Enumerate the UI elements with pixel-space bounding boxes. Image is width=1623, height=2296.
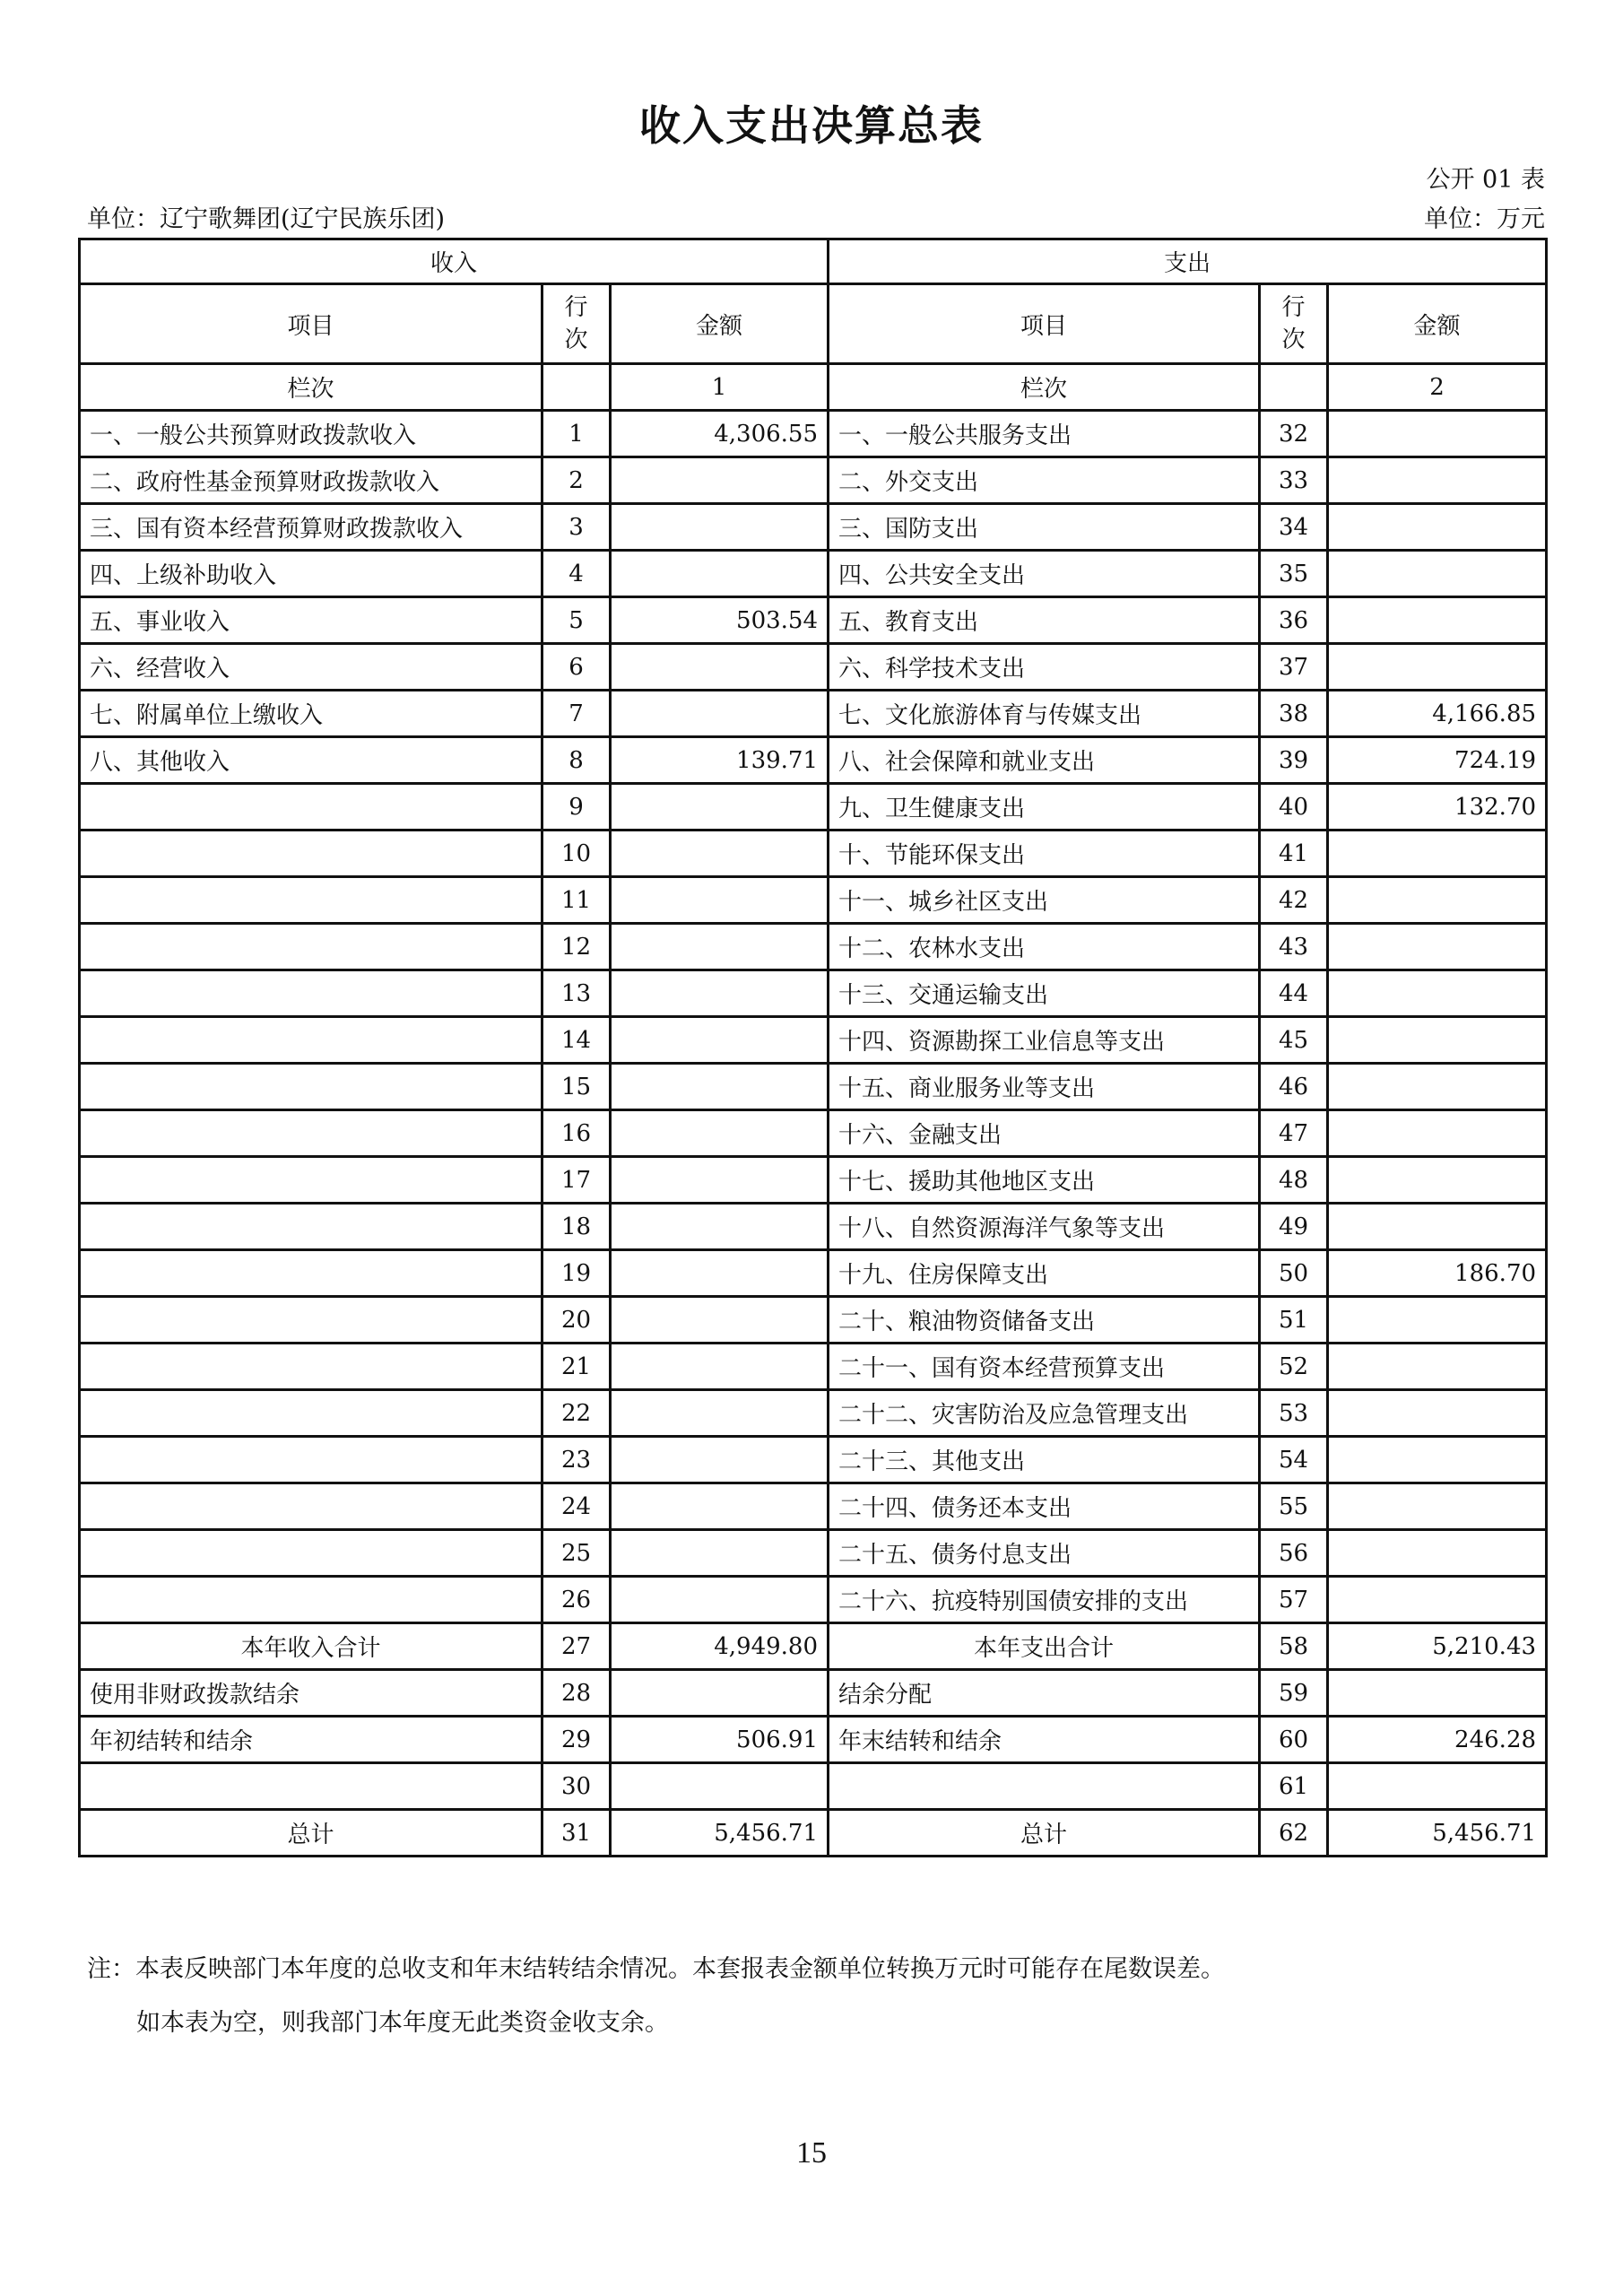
income-item xyxy=(80,1530,542,1577)
expense-item: 十三、交通运输支出 xyxy=(829,970,1260,1017)
income-row-no: 10 xyxy=(542,831,611,877)
expense-amount xyxy=(1328,1017,1547,1064)
table-row xyxy=(80,691,1547,737)
expense-row-no: 50 xyxy=(1260,1250,1328,1297)
expense-row-no: 48 xyxy=(1260,1157,1328,1204)
table-row xyxy=(80,1577,1547,1623)
income-column-blank xyxy=(542,364,611,411)
expense-item: 二十一、国有资本经营预算支出 xyxy=(829,1344,1260,1390)
income-row-no: 24 xyxy=(542,1483,611,1530)
expense-item: 十七、援助其他地区支出 xyxy=(829,1157,1260,1204)
income-amount xyxy=(611,1763,829,1810)
expense-amount xyxy=(1328,1064,1547,1110)
income-item xyxy=(80,970,542,1017)
income-row-no: 26 xyxy=(542,1577,611,1623)
expense-row-no: 44 xyxy=(1260,970,1328,1017)
expense-row-no: 46 xyxy=(1260,1064,1328,1110)
income-summary-item: 本年收入合计 xyxy=(80,1623,542,1670)
expense-amount xyxy=(1328,1483,1547,1530)
expense-amount xyxy=(1328,1344,1547,1390)
expense-amount xyxy=(1328,831,1547,877)
income-amount xyxy=(611,1157,829,1204)
form-number: 公开 01 表 xyxy=(1426,166,1545,194)
income-summary-item: 使用非财政拨款结余 xyxy=(80,1670,542,1717)
income-row-no: 27 xyxy=(542,1623,611,1670)
expense-amount: 4,166.85 xyxy=(1328,691,1547,737)
income-row-no: 9 xyxy=(542,784,611,831)
income-column-label: 栏次 xyxy=(80,364,542,411)
expense-item: 二十四、债务还本支出 xyxy=(829,1483,1260,1530)
expense-amount xyxy=(1328,457,1547,504)
table-row xyxy=(80,1390,1547,1437)
expense-row-no: 62 xyxy=(1260,1810,1328,1857)
page-number: 15 xyxy=(796,2136,827,2170)
expense-summary-item: 年末结转和结余 xyxy=(829,1717,1260,1763)
income-row-no: 23 xyxy=(542,1437,611,1483)
expense-item: 二十五、债务付息支出 xyxy=(829,1530,1260,1577)
income-amount: 4,949.80 xyxy=(611,1623,829,1670)
expense-amount xyxy=(1328,1763,1547,1810)
income-amount xyxy=(611,1344,829,1390)
income-row-no: 13 xyxy=(542,970,611,1017)
expense-amount xyxy=(1328,411,1547,457)
expense-item: 二十三、其他支出 xyxy=(829,1437,1260,1483)
table-row xyxy=(80,1250,1547,1297)
income-row-no: 3 xyxy=(542,504,611,551)
income-item: 八、其他收入 xyxy=(80,737,542,784)
income-item: 二、政府性基金预算财政拨款收入 xyxy=(80,457,542,504)
income-amount xyxy=(611,1437,829,1483)
expense-row-no: 40 xyxy=(1260,784,1328,831)
header-row-columns xyxy=(80,284,1547,364)
expense-row-no: 35 xyxy=(1260,551,1328,597)
expense-row-no: 42 xyxy=(1260,877,1328,924)
income-item: 五、事业收入 xyxy=(80,597,542,644)
row-no-char-2: 次 xyxy=(1281,326,1306,353)
income-row-no: 15 xyxy=(542,1064,611,1110)
expense-row-no: 60 xyxy=(1260,1717,1328,1763)
expense-item: 十六、金融支出 xyxy=(829,1110,1260,1157)
income-item xyxy=(80,1344,542,1390)
expense-row-no: 33 xyxy=(1260,457,1328,504)
expense-amount xyxy=(1328,1297,1547,1344)
income-item: 四、上级补助收入 xyxy=(80,551,542,597)
expense-row-no: 54 xyxy=(1260,1437,1328,1483)
expense-row-no: 34 xyxy=(1260,504,1328,551)
expense-row-no: 32 xyxy=(1260,411,1328,457)
table-row xyxy=(80,1483,1547,1530)
expense-summary-item: 结余分配 xyxy=(829,1670,1260,1717)
expense-item: 十八、自然资源海洋气象等支出 xyxy=(829,1204,1260,1250)
row-no-char-2: 次 xyxy=(564,326,588,353)
expense-amount: 5,456.71 xyxy=(1328,1810,1547,1857)
income-amount xyxy=(611,877,829,924)
income-column-number: 1 xyxy=(611,364,829,411)
expense-row-no-header xyxy=(1260,284,1328,364)
income-summary-item: 年初结转和结余 xyxy=(80,1717,542,1763)
income-row-no: 16 xyxy=(542,1110,611,1157)
expense-item: 二、外交支出 xyxy=(829,457,1260,504)
table-row xyxy=(80,1204,1547,1250)
expense-amount: 186.70 xyxy=(1328,1250,1547,1297)
expense-row-no: 59 xyxy=(1260,1670,1328,1717)
expense-amount: 724.19 xyxy=(1328,737,1547,784)
income-item xyxy=(80,1390,542,1437)
table-row xyxy=(80,1157,1547,1204)
income-row-no: 18 xyxy=(542,1204,611,1250)
expense-item: 十二、农林水支出 xyxy=(829,924,1260,970)
income-amount xyxy=(611,784,829,831)
table-row xyxy=(80,784,1547,831)
income-item xyxy=(80,831,542,877)
expense-row-no: 53 xyxy=(1260,1390,1328,1437)
income-amount xyxy=(611,1017,829,1064)
expense-item: 七、文化旅游体育与传媒支出 xyxy=(829,691,1260,737)
expense-row-no: 57 xyxy=(1260,1577,1328,1623)
expense-amount xyxy=(1328,644,1547,691)
income-item: 一、一般公共预算财政拨款收入 xyxy=(80,411,542,457)
expense-row-no: 51 xyxy=(1260,1297,1328,1344)
income-item xyxy=(80,1064,542,1110)
income-amount xyxy=(611,1670,829,1717)
income-amount xyxy=(611,1250,829,1297)
income-amount: 503.54 xyxy=(611,597,829,644)
income-amount xyxy=(611,970,829,1017)
expense-amount xyxy=(1328,1437,1547,1483)
expense-amount: 5,210.43 xyxy=(1328,1623,1547,1670)
table-row xyxy=(80,411,1547,457)
expense-section-header: 支出 xyxy=(829,239,1547,284)
expense-amount xyxy=(1328,1530,1547,1577)
income-row-no-header xyxy=(542,284,611,364)
expense-item: 十一、城乡社区支出 xyxy=(829,877,1260,924)
income-item xyxy=(80,784,542,831)
expense-amount xyxy=(1328,877,1547,924)
income-item xyxy=(80,1110,542,1157)
summary-row xyxy=(80,1810,1547,1857)
income-amount xyxy=(611,1110,829,1157)
expense-row-no: 38 xyxy=(1260,691,1328,737)
table-row xyxy=(80,1064,1547,1110)
table-row xyxy=(80,1297,1547,1344)
summary-row xyxy=(80,1717,1547,1763)
income-amount: 506.91 xyxy=(611,1717,829,1763)
income-item xyxy=(80,1017,542,1064)
expense-item: 十、节能环保支出 xyxy=(829,831,1260,877)
income-amount-header: 金额 xyxy=(611,284,829,364)
income-item xyxy=(80,1437,542,1483)
expense-item: 三、国防支出 xyxy=(829,504,1260,551)
table-row xyxy=(80,1530,1547,1577)
expense-item: 一、一般公共服务支出 xyxy=(829,411,1260,457)
income-row-no: 4 xyxy=(542,551,611,597)
expense-row-no: 43 xyxy=(1260,924,1328,970)
expense-amount xyxy=(1328,551,1547,597)
income-amount xyxy=(611,691,829,737)
expense-amount xyxy=(1328,1204,1547,1250)
unit-name: 单位：辽宁歌舞团(辽宁民族乐团) xyxy=(87,205,446,233)
expense-amount xyxy=(1328,1390,1547,1437)
income-amount xyxy=(611,924,829,970)
expense-item: 二十二、灾害防治及应急管理支出 xyxy=(829,1390,1260,1437)
expense-item: 十四、资源勘探工业信息等支出 xyxy=(829,1017,1260,1064)
expense-row-no: 58 xyxy=(1260,1623,1328,1670)
expense-amount xyxy=(1328,1157,1547,1204)
income-amount xyxy=(611,504,829,551)
expense-row-no: 56 xyxy=(1260,1530,1328,1577)
income-expense-table xyxy=(78,238,1548,1857)
header-row-sections xyxy=(80,239,1547,284)
income-row-no: 8 xyxy=(542,737,611,784)
expense-row-no: 45 xyxy=(1260,1017,1328,1064)
table-row xyxy=(80,831,1547,877)
income-amount: 139.71 xyxy=(611,737,829,784)
income-row-no: 7 xyxy=(542,691,611,737)
table-row xyxy=(80,597,1547,644)
income-row-no: 2 xyxy=(542,457,611,504)
expense-item: 六、科学技术支出 xyxy=(829,644,1260,691)
expense-row-no: 39 xyxy=(1260,737,1328,784)
expense-item: 八、社会保障和就业支出 xyxy=(829,737,1260,784)
expense-amount-header: 金额 xyxy=(1328,284,1547,364)
income-row-no: 29 xyxy=(542,1717,611,1763)
table-row xyxy=(80,457,1547,504)
expense-amount xyxy=(1328,1110,1547,1157)
expense-row-no: 47 xyxy=(1260,1110,1328,1157)
income-amount xyxy=(611,551,829,597)
page-title: 收入支出决算总表 xyxy=(639,101,984,150)
row-no-char-1: 行 xyxy=(564,294,588,321)
money-unit: 单位：万元 xyxy=(1424,205,1545,233)
expense-row-no: 55 xyxy=(1260,1483,1328,1530)
expense-row-no: 61 xyxy=(1260,1763,1328,1810)
note-line-2: 如本表为空，则我部门本年度无此类资金收支余。 xyxy=(136,2009,669,2037)
income-row-no: 12 xyxy=(542,924,611,970)
expense-amount xyxy=(1328,1670,1547,1717)
note-line-1: 注：本表反映部门本年度的总收支和年末结转结余情况。本套报表金额单位转换万元时可能存在尾数误差。 xyxy=(87,1955,1225,1983)
expense-row-no: 36 xyxy=(1260,597,1328,644)
expense-row-no: 49 xyxy=(1260,1204,1328,1250)
income-row-no: 14 xyxy=(542,1017,611,1064)
income-row-no: 17 xyxy=(542,1157,611,1204)
table-row xyxy=(80,1110,1547,1157)
expense-summary-item xyxy=(829,1763,1260,1810)
summary-row xyxy=(80,1763,1547,1810)
table-row xyxy=(80,551,1547,597)
income-amount xyxy=(611,457,829,504)
expense-amount xyxy=(1328,597,1547,644)
income-item xyxy=(80,1204,542,1250)
expense-summary-item: 总计 xyxy=(829,1810,1260,1857)
income-item: 七、附属单位上缴收入 xyxy=(80,691,542,737)
income-amount xyxy=(611,1530,829,1577)
expense-column-blank xyxy=(1260,364,1328,411)
income-amount: 5,456.71 xyxy=(611,1810,829,1857)
expense-item: 二十、粮油物资储备支出 xyxy=(829,1297,1260,1344)
income-row-no: 25 xyxy=(542,1530,611,1577)
expense-amount xyxy=(1328,504,1547,551)
table-row xyxy=(80,504,1547,551)
income-amount xyxy=(611,1483,829,1530)
income-item xyxy=(80,1250,542,1297)
income-item xyxy=(80,1157,542,1204)
income-amount xyxy=(611,1064,829,1110)
expense-column-number: 2 xyxy=(1328,364,1547,411)
income-amount xyxy=(611,1390,829,1437)
income-amount xyxy=(611,1204,829,1250)
income-section-header: 收入 xyxy=(80,239,829,284)
income-item xyxy=(80,877,542,924)
income-item: 三、国有资本经营预算财政拨款收入 xyxy=(80,504,542,551)
table-row xyxy=(80,877,1547,924)
income-amount: 4,306.55 xyxy=(611,411,829,457)
income-row-no: 21 xyxy=(542,1344,611,1390)
expense-amount xyxy=(1328,924,1547,970)
income-row-no: 30 xyxy=(542,1763,611,1810)
expense-item: 十九、住房保障支出 xyxy=(829,1250,1260,1297)
income-row-no: 5 xyxy=(542,597,611,644)
expense-item: 九、卫生健康支出 xyxy=(829,784,1260,831)
table-row xyxy=(80,970,1547,1017)
income-amount xyxy=(611,1577,829,1623)
summary-row xyxy=(80,1670,1547,1717)
income-row-no: 28 xyxy=(542,1670,611,1717)
expense-summary-item: 本年支出合计 xyxy=(829,1623,1260,1670)
row-no-char-1: 行 xyxy=(1281,294,1306,321)
table-row xyxy=(80,924,1547,970)
income-item xyxy=(80,924,542,970)
income-summary-item xyxy=(80,1763,542,1810)
income-amount xyxy=(611,644,829,691)
expense-item: 二十六、抗疫特别国债安排的支出 xyxy=(829,1577,1260,1623)
income-item xyxy=(80,1483,542,1530)
income-row-no: 19 xyxy=(542,1250,611,1297)
column-number-row xyxy=(80,364,1547,411)
income-row-no: 22 xyxy=(542,1390,611,1437)
expense-item: 五、教育支出 xyxy=(829,597,1260,644)
income-summary-item: 总计 xyxy=(80,1810,542,1857)
expense-amount xyxy=(1328,1577,1547,1623)
income-item-header: 项目 xyxy=(80,284,542,364)
income-row-no: 11 xyxy=(542,877,611,924)
income-row-no: 20 xyxy=(542,1297,611,1344)
income-row-no: 1 xyxy=(542,411,611,457)
expense-amount: 246.28 xyxy=(1328,1717,1547,1763)
table-row xyxy=(80,1437,1547,1483)
summary-row xyxy=(80,1623,1547,1670)
expense-item: 四、公共安全支出 xyxy=(829,551,1260,597)
table-row xyxy=(80,1344,1547,1390)
expense-amount: 132.70 xyxy=(1328,784,1547,831)
income-row-no: 6 xyxy=(542,644,611,691)
expense-item: 十五、商业服务业等支出 xyxy=(829,1064,1260,1110)
expense-column-label: 栏次 xyxy=(829,364,1260,411)
expense-item-header: 项目 xyxy=(829,284,1260,364)
income-amount xyxy=(611,831,829,877)
income-row-no: 31 xyxy=(542,1810,611,1857)
expense-row-no: 52 xyxy=(1260,1344,1328,1390)
income-item: 六、经营收入 xyxy=(80,644,542,691)
table-row xyxy=(80,1017,1547,1064)
expense-row-no: 37 xyxy=(1260,644,1328,691)
income-amount xyxy=(611,1297,829,1344)
income-item xyxy=(80,1297,542,1344)
table-row xyxy=(80,644,1547,691)
table-row xyxy=(80,737,1547,784)
income-item xyxy=(80,1577,542,1623)
expense-amount xyxy=(1328,970,1547,1017)
expense-row-no: 41 xyxy=(1260,831,1328,877)
